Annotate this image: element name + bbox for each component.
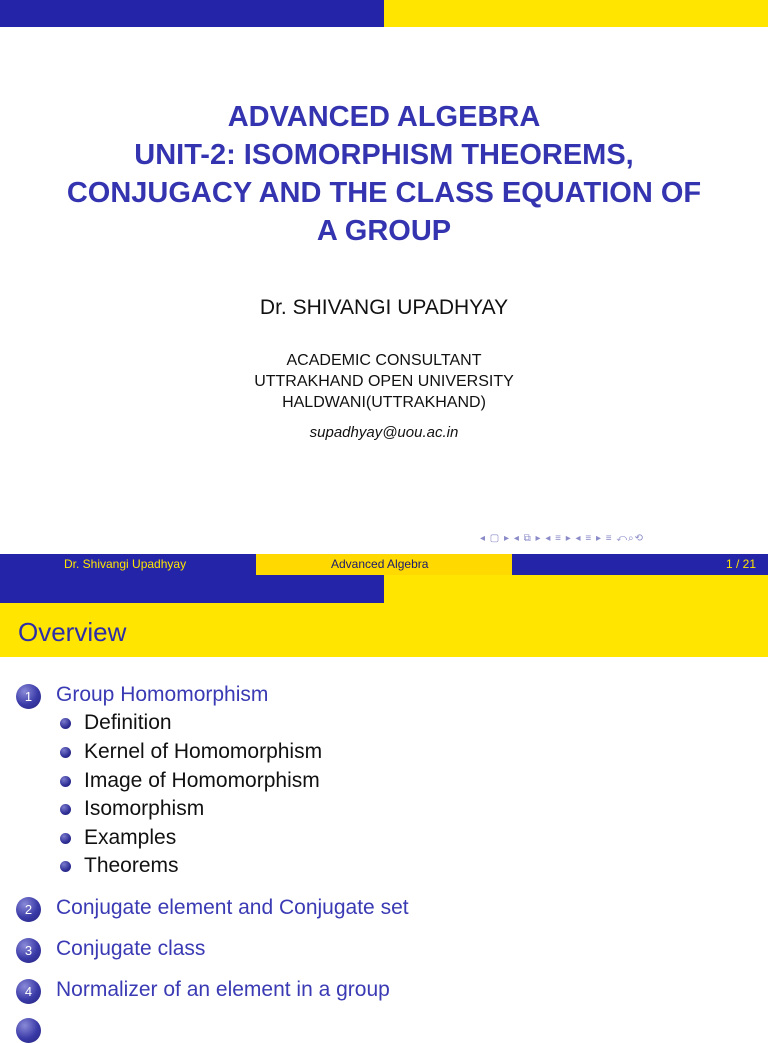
section-number-ball-partial bbox=[16, 1018, 41, 1043]
bullet-icon bbox=[60, 747, 71, 758]
section-number-ball: 3 bbox=[16, 938, 41, 963]
section-label: Conjugate class bbox=[56, 937, 206, 960]
subsection-label: Definition bbox=[84, 711, 172, 734]
subsection-label: Isomorphism bbox=[84, 797, 205, 820]
footer-author: Dr. Shivangi Upadhyay bbox=[64, 557, 187, 571]
title-line: UNIT-2: ISOMORPHISM THEOREMS, bbox=[134, 139, 634, 171]
section-label: Group Homomorphism bbox=[56, 683, 269, 706]
frame-title: Overview bbox=[18, 617, 127, 647]
subsection-label: Image of Homomorphism bbox=[84, 769, 320, 792]
bullet-icon bbox=[60, 861, 71, 872]
institute-line: UTTRAKHAND OPEN UNIVERSITY bbox=[254, 373, 514, 390]
author-email: supadhyay@uou.ac.in bbox=[309, 424, 459, 441]
bullet-icon bbox=[60, 776, 71, 787]
bullet-icon bbox=[60, 833, 71, 844]
subsection-label: Kernel of Homomorphism bbox=[84, 740, 323, 763]
section-number-ball: 4 bbox=[16, 979, 41, 1004]
section-number-ball: 1 bbox=[16, 684, 41, 709]
author-name: Dr. SHIVANGI UPADHYAY bbox=[259, 296, 509, 319]
footer-title: Advanced Algebra bbox=[331, 557, 429, 571]
title-line: ADVANCED ALGEBRA bbox=[227, 101, 541, 133]
bullet-icon bbox=[60, 804, 71, 815]
section-label: Conjugate element and Conjugate set bbox=[56, 896, 409, 919]
institute-line: ACADEMIC CONSULTANT bbox=[286, 352, 482, 369]
title-line: CONJUGACY AND THE CLASS EQUATION OF bbox=[66, 177, 702, 209]
institute-line: HALDWANI(UTTRAKHAND) bbox=[282, 394, 486, 411]
subsection-label: Theorems bbox=[84, 854, 179, 877]
footer-page-number: 1 / 21 bbox=[726, 557, 757, 571]
title-line: A GROUP bbox=[316, 215, 452, 247]
beamer-navigation-symbols[interactable]: ◂ ▢ ▸ ◂ ⧉ ▸ ◂ ≡ ▸ ◂ ≡ ▸ ≡ ⤺⌕⟲ bbox=[480, 533, 645, 544]
section-label: Normalizer of an element in a group bbox=[56, 978, 390, 1001]
section-number-ball: 2 bbox=[16, 897, 41, 922]
bullet-icon bbox=[60, 718, 71, 729]
subsection-label: Examples bbox=[84, 826, 177, 849]
